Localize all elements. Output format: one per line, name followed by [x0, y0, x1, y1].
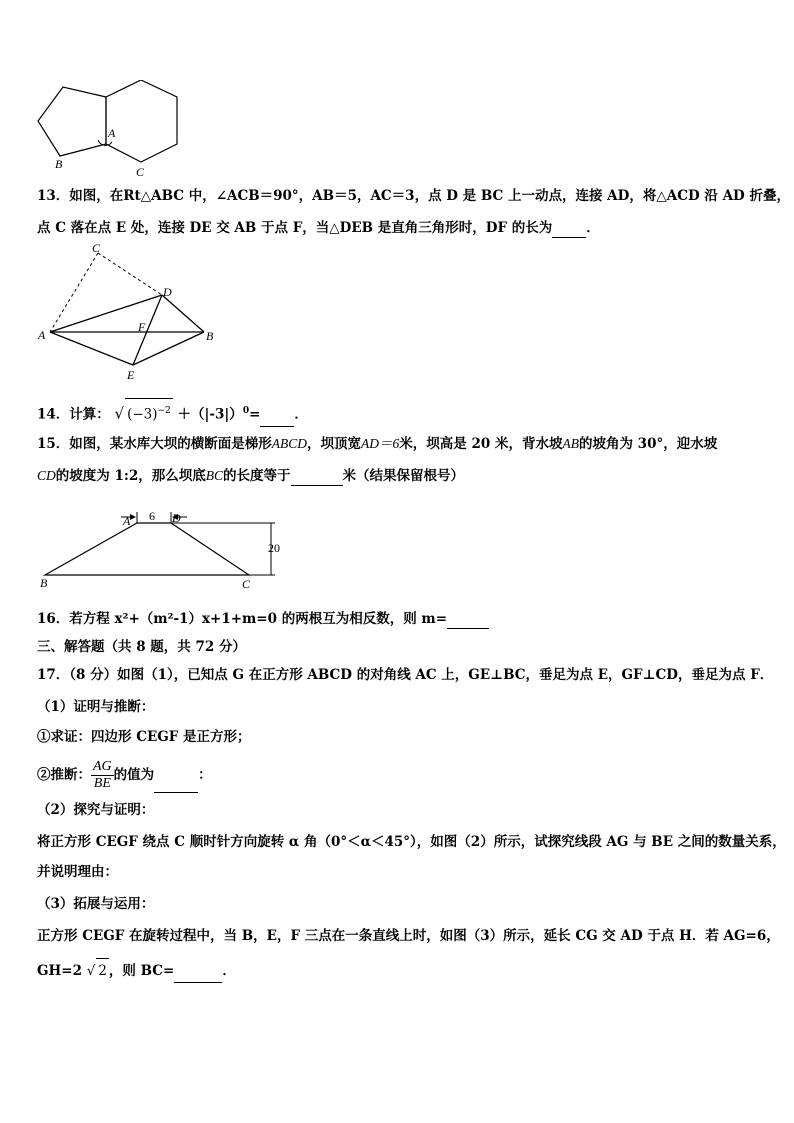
- q17-answer-blank[interactable]: [154, 778, 198, 793]
- q15-bc: BC: [205, 468, 224, 483]
- sqrt-sign: √: [114, 404, 125, 423]
- q17-item2: [37, 757, 212, 793]
- q15-ad6: AD＝6: [361, 436, 400, 451]
- hexagon: [106, 80, 177, 162]
- label-c: C: [92, 241, 101, 255]
- q17-bc: ，则 BC=: [108, 963, 175, 979]
- pentagon: [38, 87, 106, 156]
- q15-text-g: 米（结果保留根号）: [342, 468, 465, 484]
- q14-radicand-base: (−3): [127, 406, 158, 423]
- q17-part1: （1）证明与推断：: [37, 699, 155, 715]
- q15-text-c: 米，坝高是 20 米，背水坡: [399, 436, 563, 452]
- q16-line: [37, 609, 489, 629]
- q15-text-a: 15．如图，某水库大坝的横断面是梯形: [37, 436, 272, 452]
- sqrt-sign: √: [86, 963, 96, 979]
- label-height: 20: [268, 541, 280, 555]
- q17-item2-text-c: ：: [198, 767, 212, 783]
- q17-item2-text-a: ②推断：: [37, 767, 91, 783]
- q17-gh: GH=2: [37, 963, 82, 979]
- q17-part2-text1: 将正方形 CEGF 绕点 C 顺时针方向旋转 α 角（0°＜α＜45°），如图（2）所示，试探究线段 AG 与 BE 之间的数量关系，: [37, 834, 786, 850]
- label-b: B: [206, 329, 214, 343]
- q14-exponent: −2: [157, 406, 171, 416]
- q14-middle: ＋（|-3|）: [177, 406, 243, 423]
- fraction-numerator: AG: [93, 759, 112, 774]
- q13-line1: 13．如图，在Rt△ABC 中，∠ACB＝90°，AB＝5，AC＝3，点 D 是 BC 上一动点，连接 AD，将△ACD 沿 AD 折叠，: [37, 188, 790, 204]
- q16-answer-blank[interactable]: [447, 614, 489, 629]
- q17-part3: （3）拓展与运用：: [37, 896, 155, 912]
- q15-text-e: 的坡度为 1:2，那么坝底: [55, 468, 206, 484]
- q17-intro: 17．（8 分）如图（1），已知点 G 在正方形 ABCD 的对角线 AC 上，GE⊥BC，垂足为点 E，GF⊥CD，垂足为点 F．: [37, 667, 774, 683]
- q13-line2-end: ．: [586, 220, 600, 236]
- q15-line1: [37, 434, 717, 454]
- q17-part2: （2）探究与证明：: [37, 802, 155, 818]
- figure-pentagon-hexagon: [30, 80, 190, 180]
- q15-text-f: 的长度等于: [223, 468, 291, 484]
- figure-dam-trapezoid: [35, 500, 295, 592]
- q15-cd: CD: [37, 468, 56, 483]
- label-d: D: [163, 285, 172, 299]
- q17-part3-text1: 正方形 CEGF 在旋转过程中，当 B，E，F 三点在一条直线上时，如图（3）所示，延长 CG 交 AD 于点 H．若 AG=6，: [37, 928, 780, 944]
- label-c: C: [136, 165, 145, 179]
- q14-zero: 0: [242, 406, 250, 416]
- label-width: 6: [149, 509, 155, 523]
- label-a: A: [108, 126, 116, 140]
- q15-line2: [37, 466, 464, 486]
- q15-answer-blank[interactable]: [291, 471, 343, 486]
- figure-fold-triangle: [30, 240, 220, 385]
- q14-answer-blank[interactable]: [260, 412, 294, 427]
- q17-sqrt-2: 2: [96, 958, 109, 983]
- q17-fraction: [91, 759, 114, 792]
- q17-bc-answer-blank[interactable]: [174, 968, 222, 983]
- q17-item2-text-b: 的值为: [113, 767, 155, 783]
- q13-answer-blank[interactable]: [552, 223, 586, 238]
- label-e: E: [127, 368, 135, 382]
- q13-line2-text: 点 C 落在点 E 处，连接 DE 交 AB 于点 F，当△DEB 是直角三角形时，DF 的长为: [37, 220, 553, 236]
- q13-line2: [37, 218, 600, 238]
- q17-part3-text2: [37, 958, 236, 983]
- section-title: 三、解答题（共 8 题，共 72 分）: [37, 639, 246, 655]
- q15-text-d: 的坡角为 30°，迎水坡: [578, 436, 718, 452]
- label-d: D: [172, 511, 181, 525]
- label-f: F: [138, 320, 146, 334]
- q14-radicand: [125, 398, 173, 427]
- q14-prefix: 14．计算：: [37, 406, 110, 423]
- label-a: A: [123, 514, 131, 528]
- label-c: C: [242, 577, 251, 591]
- label-a: A: [38, 328, 46, 342]
- q15-ab: AB: [562, 436, 579, 451]
- q16-text: 16．若方程 x²+（m²-1）x+1+m=0 的两根互为相反数，则 m=: [37, 611, 448, 627]
- q14-equals: =: [249, 406, 261, 423]
- q17-part2-text2: 并说明理由：: [37, 864, 118, 880]
- label-b: B: [40, 576, 48, 590]
- q14-end: ．: [294, 406, 308, 423]
- q17-end: ．: [222, 963, 236, 979]
- fraction-denominator: BE: [93, 776, 111, 791]
- label-b: B: [55, 157, 63, 171]
- q15-abcd: ABCD: [271, 436, 308, 451]
- q17-item1: ①求证：四边形 CEGF 是正方形；: [37, 729, 251, 745]
- q15-text-b: ，坝顶宽: [307, 436, 362, 452]
- q14-line: [37, 398, 308, 427]
